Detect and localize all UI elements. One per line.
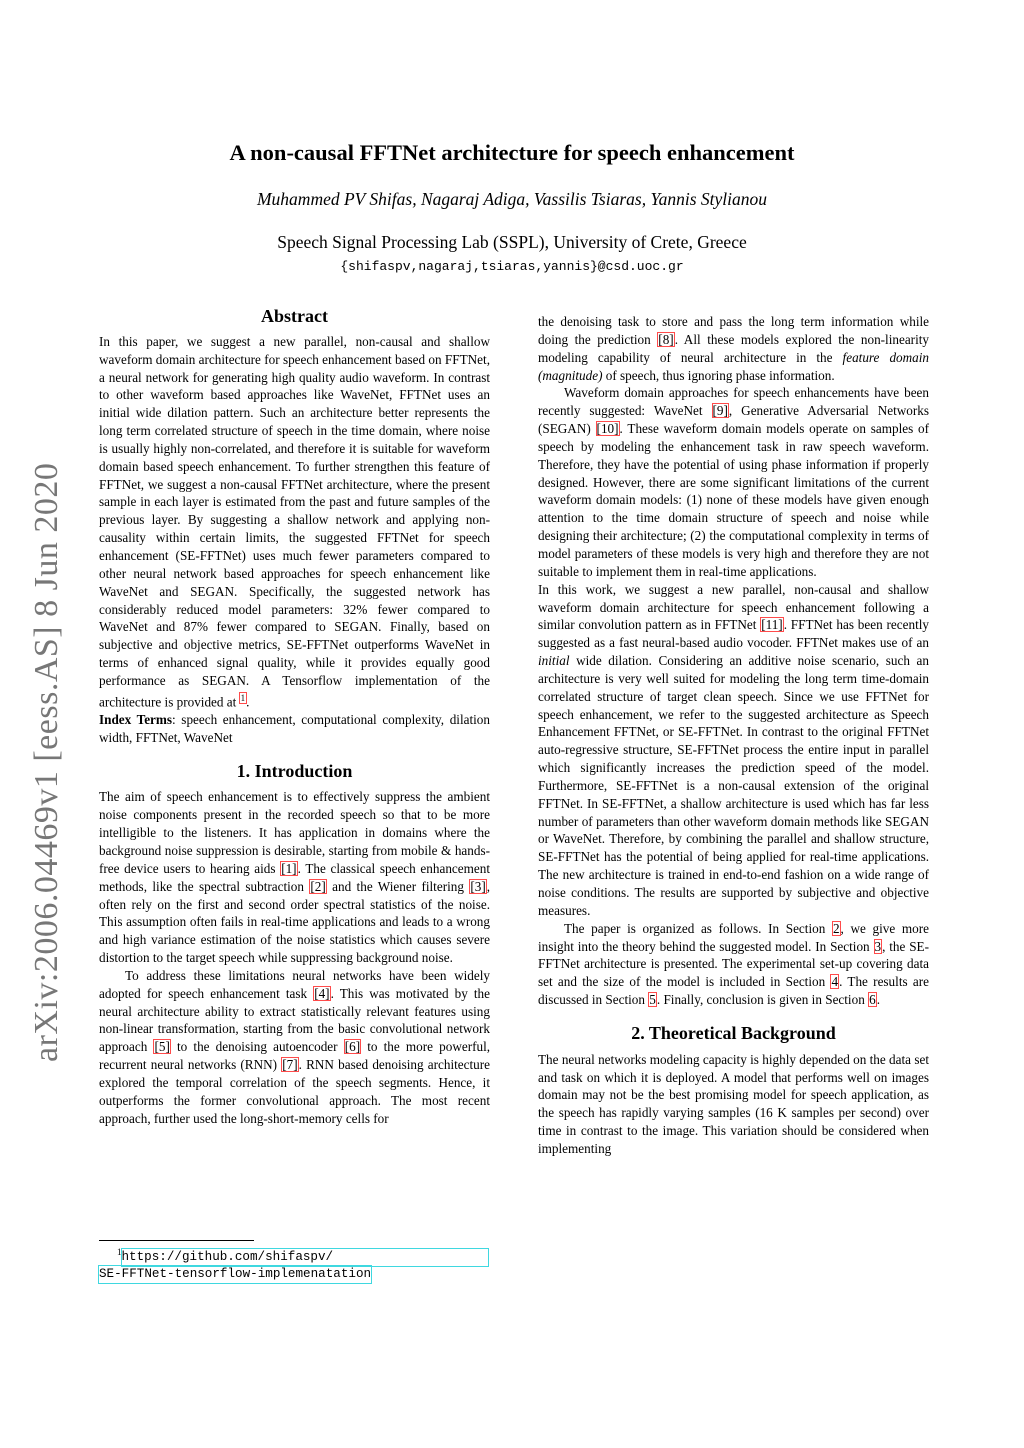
section-link[interactable]: 4 (831, 974, 839, 990)
citation-link[interactable]: [2] (310, 878, 326, 894)
paper-title: A non-causal FFTNet architecture for speech enhancement (229, 140, 795, 165)
citation-link[interactable]: [8] (658, 331, 674, 347)
affiliation: Speech Signal Processing Lab (SSPL), University of Crete, Greece (277, 232, 747, 252)
citation-link[interactable]: [7] (282, 1057, 298, 1073)
intro-paragraph-2: To address these limitations neural networks have been widely adopted for speech enhancement task [4]. This was motivated by the neural architecture ability to extract statistically relevant features using non-linear transformation, starting from the basic convolutional network approach [5] to the denoising autoencoder [6] to the more powerful, recurrent neural networks (RNN) [7]. RNN based denoising architecture explored the temporal correlation of the speech segments. Hence, it outperforms the former convolutional approach. The most recent approach, further used the long-short-memory cells for (99, 967, 491, 1126)
author-emails: {shifaspv,nagaraj,tsiaras,yannis}@csd.uoc.gr (340, 259, 684, 274)
footnote-rule (99, 1240, 254, 1241)
citation-link[interactable]: [6] (344, 1039, 361, 1055)
index-terms: Index Terms: speech enhancement, computational complexity, dilation width, FFTNet, WaveNet (99, 711, 490, 745)
footnote (99, 1244, 490, 1283)
right-column (538, 313, 929, 1158)
abstract-heading: Abstract (261, 306, 328, 326)
section-heading-theoretical-background: 2. Theoretical Background (631, 1022, 836, 1043)
right-paragraph-2: Waveform domain approaches for speech enhancements have been recently suggested: WaveNet [9], Generative Adversarial Networks (SEGAN) [10]. These waveform domain models operate on samples of speech by modeling the enhancement task in raw speech waveform. Therefore, they have the potential of using phase information if properly designed. However, there are some significant limitations of the current waveform domain models: (1) none of these models have given enough attention to the time domain structure of speech and noise while designing their architecture; (2) the computational complexity in terms of model parameters of these models is very high and therefore they are not suitable to implement them in real-time applications. (538, 385, 930, 579)
citation-link[interactable]: [1] (281, 860, 297, 876)
right-paragraph-5: The neural networks modeling capacity is highly depended on the data set and task on which it is deployed. A model that performs well on images domain may not be the best promising model for speech application, as the speech has rapidly varying samples (16 K samples per second) over time in contrast to the image. This variation should be considered when implementing (538, 1051, 929, 1156)
abstract-text: In this paper, we suggest a new parallel, non-causal and shallow waveform domain architecture for speech enhancement based on FFTNet, a neural network for generating high quality audio waveform. In contrast to other waveform based approaches like WaveNet, FFTNet uses an initial wide dilation pattern. Such an architecture better represents the long term correlated structure of speech in the time domain, where noise is usually highly non-correlated, and therefore it is suitable for waveform domain based speech enhancement. To further strengthen this feature of FFTNet, we suggest a non-causal FFTNet architecture, where the present sample in each layer is estimated from the past and future samples of the previous layer. By suggesting a shallow network and applying non-causality within certain limits, the suggested FFTNet for speech enhancement (SE-FFTNet) uses much fewer parameters compared to other neural network based approaches for speech enhancement like WaveNet and SEGAN. Specifically, the suggested network has considerably reduced model parameters: 32% fewer compared to WaveNet and 87% fewer compared to SEGAN. Finally, based on subjective and objective metrics, SE-FFTNet outperforms WaveNet in terms of enhanced signal quality, while it provides equally good performance as SEGAN. A Tensorflow implementation of the architecture is provided at $^1$. (99, 333, 490, 710)
right-paragraph-4: The paper is organized as follows. In Section 2, we give more insight into the theory behind the suggested model. In Section 3, the SE-FFTNet architecture is presented. The experimental set-up covering data set and the size of the model is included in Section 4. The results are discussed in Section 5. Finally, conclusion is given in Section 6. (538, 920, 929, 1008)
right-paragraph-3: In this work, we suggest a new parallel, non-causal and shallow waveform domain architecture for speech enhancement following a similar convolution pattern as in FFTNet [11]. FFTNet has been recently suggested as a fast neural-based audio vocoder. FFTNet makes use of an initial wide dilation. Considering an additive noise scenario, such an architecture is very well suited for modeling the long term time-domain correlated structure of target clean speech. Since we use FFTNet for speech enhancement, we refer to the suggested architecture as Speech Enhancement FFTNet, or SE-FFTNet. In contrast to the original FFTNet auto-regressive structure, SE-FFTNet process the entire input in parallel which significantly increases the prediction speed of the model. Furthermore, SE-FFTNet is a non-causal extension of the original FFTNet. In SE-FFTNet, a shallow architecture is used which has far less number of parameters than other waveform domain methods like SEGAN or WaveNet. Therefore, by combining the parallel and shallow structure, SE-FFTNet has the potential of being applied for real-time applications. The new architecture is trained in end-to-end fashion on a wide range of noise conditions. The results are supported by subjective and objective measures. (538, 581, 929, 918)
right-paragraph-1: the denoising task to store and pass the long term information while doing the prediction [8]. All these models explored the non-linearity modeling capability of neural architecture in the feature domain (magnitude) of speech, thus ignoring phase information. (538, 314, 930, 383)
footnote-number: 1 (117, 1247, 122, 1257)
section-link[interactable]: 3 (874, 938, 882, 954)
footnote-link[interactable]: 1 (240, 692, 246, 703)
section-link[interactable]: 2 (832, 920, 840, 936)
left-column (99, 308, 490, 1128)
author-list: Muhammed PV Shifas, Nagaraj Adiga, Vassilis Tsiaras, Yannis Stylianou (256, 189, 767, 209)
intro-paragraph-1: The aim of speech enhancement is to effectively suppress the ambient noise components present in the recorded speech so that to be more intelligible to the listeners. It has application in domains where the background noise suppression is desirable, starting from mobile & hands-free device users to hearing aids [1]. The classical speech enhancement methods, like the spectral subtraction [2] and the Wiener filtering [3], often rely on the first and second order spectral statistics of the noise. This assumption often fails in real-time applications and leads to a wrong and high variance estimation of the noise statistics which causes severe distortion to the target speech while suppressing background noise. (99, 789, 491, 966)
citation-link[interactable]: [11] (761, 617, 783, 633)
citation-link[interactable]: [3] (470, 878, 486, 894)
citation-link[interactable]: [10] (596, 421, 619, 437)
citation-link[interactable]: [5] (154, 1039, 170, 1055)
footnote-url-link[interactable]: https://github.com/shifaspv/ (122, 1249, 488, 1266)
citation-link[interactable]: [4] (314, 985, 330, 1001)
arxiv-identifier-stamp: arXiv:2006.04469v1 [eess.AS] 8 Jun 2020 (28, 462, 65, 1062)
section-link[interactable]: 6 (869, 992, 876, 1008)
citation-link[interactable]: [9] (712, 403, 728, 419)
section-link[interactable]: 5 (649, 992, 656, 1008)
footnote-url-link-continued[interactable]: SE-FFTNet-tensorflow-implemenatation (99, 1267, 372, 1282)
section-heading-introduction: 1. Introduction (236, 760, 353, 781)
